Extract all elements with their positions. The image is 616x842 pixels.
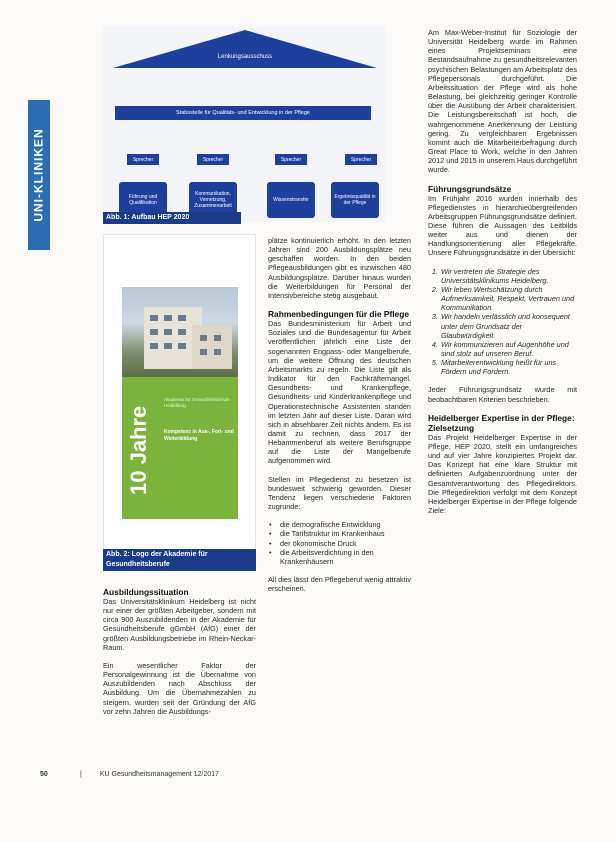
figure-academy-logo	[103, 234, 256, 550]
roof-shape	[113, 30, 377, 72]
pillar-box-4: Ergebnisqualität in der Pflege	[331, 182, 379, 218]
building-photo	[122, 287, 238, 377]
paragraph: All dies lässt den Pflegeberuf wenig attraktiv erscheinen.	[268, 575, 411, 594]
heading-leadership: Führungsgrundsätze	[428, 183, 512, 194]
publication-title: KU Gesundheitsmanagement 12/2017	[99, 770, 219, 778]
list-item: • die demografische Entwicklung	[278, 520, 411, 529]
beam-label: Stabsstelle für Qualitäts- und Entwicklung in der Pflege	[115, 106, 371, 120]
list-item: 2. Wir leben Wertschätzung durch Aufmerksamkeit, Respekt, Vertrauen und Kommunikation.	[440, 285, 577, 312]
list-item: • die Tarifstruktur im Krankenhaus	[278, 529, 411, 538]
section-label: UNI-KLINIKEN	[32, 128, 47, 222]
logo-green-panel	[122, 377, 238, 519]
pillar-box-1: Führung und Qualifikation	[119, 182, 167, 218]
pillar-speaker-4: Sprecher	[345, 154, 377, 165]
column-2	[268, 236, 411, 602]
paragraph: Im Frühjahr 2016 wurden innerhalb des Pflegedienstes in hierarchieübergreifenden Arbeitsgruppen Führungsgrundsätze definiert. Diese führen die Aussagen des Leitbilds weiter aus und dienen der Handlungsorientierung aller Pflegekräfte. Unsere Führungsgrundsätze in der Übersicht:	[428, 193, 577, 258]
page-footer	[40, 768, 580, 780]
footer-separator: |	[80, 770, 82, 778]
section-band	[28, 100, 50, 250]
list-item: 3. Wir handeln verlässlich und konsequent unter dem Grundsatz der Glaubwürdigkeit.	[440, 312, 577, 339]
figure-hep2020-structure	[103, 26, 385, 222]
pillar-speaker-1: Sprecher	[127, 154, 159, 165]
factor-list	[268, 520, 411, 566]
figure1-caption: Abb. 1: Aufbau HEP 2020	[103, 212, 241, 224]
figure2-caption: Abb. 2: Logo der Akademie für Gesundheitsberufe	[103, 549, 256, 571]
heading-expertise: Heidelberger Expertise in der Pflege: Zielsetzung	[428, 412, 575, 433]
pillar-speaker-3: Sprecher	[275, 154, 307, 165]
list-item: • die Arbeitsverdichtung in den Krankenhäusern	[278, 548, 411, 566]
logo-tagline: Kompetenz in Aus-, Fort- und Weiterbildung	[164, 429, 234, 442]
paragraph: Stellen im Pflegedienst zu besetzen ist bundesweit schwierig geworden. Dieser Tendenz liegen verschiedene Faktoren zugrunde:	[268, 474, 411, 512]
pillar-box-2: Kommunikation, Vernetzung, Zusammenarbeit	[189, 182, 237, 218]
paragraph: Das Projekt Heidelberger Expertise in der Pflege, HEP 2020, stellt ein umfangreiches und auf vier Jahre konzipiertes Projekt dar. Das Konzept hat eine klare Struktur mit definierten Aufgabenzuordnung unter der Gesamtverantwortung des Pflegedirektors. Die Pflegedirektion verfolgt mit dem Konzept Heidelberger Expertise in der Pflege folgende Ziele:	[428, 432, 577, 516]
logo-anniversary: 10 Jahre	[126, 405, 151, 495]
list-item: • der ökonomische Druck	[278, 539, 411, 548]
paragraph: Ein wesentlicher Faktor der Personalgewinnung ist die Übernahme von Auszubildenden nach Abschluss der Ausbildung. Um die Übernahmezahlen zu steigern, wurden seit der Gründung der AfG vor zehn Jahren die Ausbildungs-	[103, 660, 256, 716]
principles-list	[428, 267, 577, 377]
heading-framework: Rahmenbedingungen für die Pflege	[268, 309, 409, 320]
heading-training: Ausbildungssituation	[103, 587, 189, 597]
logo-header	[104, 235, 255, 283]
paragraph: Das Bundesministerium für Arbeit und Soziales und die Bundesagentur für Arbeit veröffentlichen jährlich eine Liste der sogenannten Engpass- oder Mangelberufe, um die weitere Öffnung des deutschen Arbeitsmarkts zu regeln. Die Liste gilt als Indikator für den Fachkräftemangel. Gesundheits- und Krankenpflege, Gesundheits- und Kinderkrankenpflege und Operationstechnische Assistenten standen im letzten Jahr auf dieser Liste. Daran wird sich in absehbarer Zeit nichts ändern. Es ist damit zu rechnen, dass 2017 der Hebammenberuf als weitere Berufsgruppe auf die Liste der Mangelberufe aufgenommen wird.	[268, 319, 411, 466]
paragraph: Jeder Führungsgrundsatz wurde mit beobachtbaren Kriterien beschrieben.	[428, 385, 577, 404]
paragraph: plätze kontinuierlich erhöht. In den letzten Jahren sind 200 Ausbildungsplätze neu geschaffen worden. In den beiden Pflegeausbildungen gibt es inzwischen 480 Ausbildungsplätze. Darüber hinaus wurden die Weiterbildungen für Personal der Intensivbereiche stetig ausgebaut.	[268, 236, 411, 300]
logo-subtitle: Akademie für Gesundheitsberufe Heidelberg	[164, 397, 230, 408]
page-number: 50	[40, 770, 48, 778]
column-3	[428, 28, 577, 524]
paragraph: Am Max-Weber-Institut für Soziologie der Universität Heidelberg wurde im Rahmen eines Projektseminars eine Bestandsaufnahme zu gesundheitsrelevanten psychischen Belastungen am Arbeitsplatz des Pflegepersonals durchgeführt. Die Arbeitssituation der Pflege wird als hohe Belastung, bei gleichzeitig geringer Kontrolle über die Ausübung der Arbeit charakterisiert. Die Leistungsbereitschaft ist hoch, die wahrgenommene Anerkennung der Leistung gering. Zu vergleichbaren Ergebnissen kommt auch die Mitarbeiterbefragung durch Great Place to Work, welche in den Jahren 2012 und 2015 in unserem Haus durchgeführt wurde.	[428, 28, 577, 175]
roof-label: Lenkungsausschuss	[217, 54, 273, 60]
list-item: 5. Mitarbeiterentwicklung heißt für uns Fördern und Fordern.	[440, 358, 577, 376]
column-1	[103, 587, 256, 725]
list-item: 4. Wir kommunizieren auf Augenhöhe und sind stolz auf unseren Beruf.	[440, 340, 577, 358]
list-item: 1. Wir vertreten die Strategie des Universitätsklinikums Heidelberg.	[440, 267, 577, 285]
pillar-box-3: Wissenstransfer	[267, 182, 315, 218]
pillar-speaker-2: Sprecher	[197, 154, 229, 165]
paragraph: Das Universitätsklinikum Heidelberg ist nicht nur einer der größten Arbeitgeber, sondern mit circa 900 Auszubildenden in der Akademie für Gesundheitsberufe gGmbH (AfG) einer der größten Ausbildungsbetriebe im Rhein-Neckar-Raum.	[103, 597, 256, 652]
